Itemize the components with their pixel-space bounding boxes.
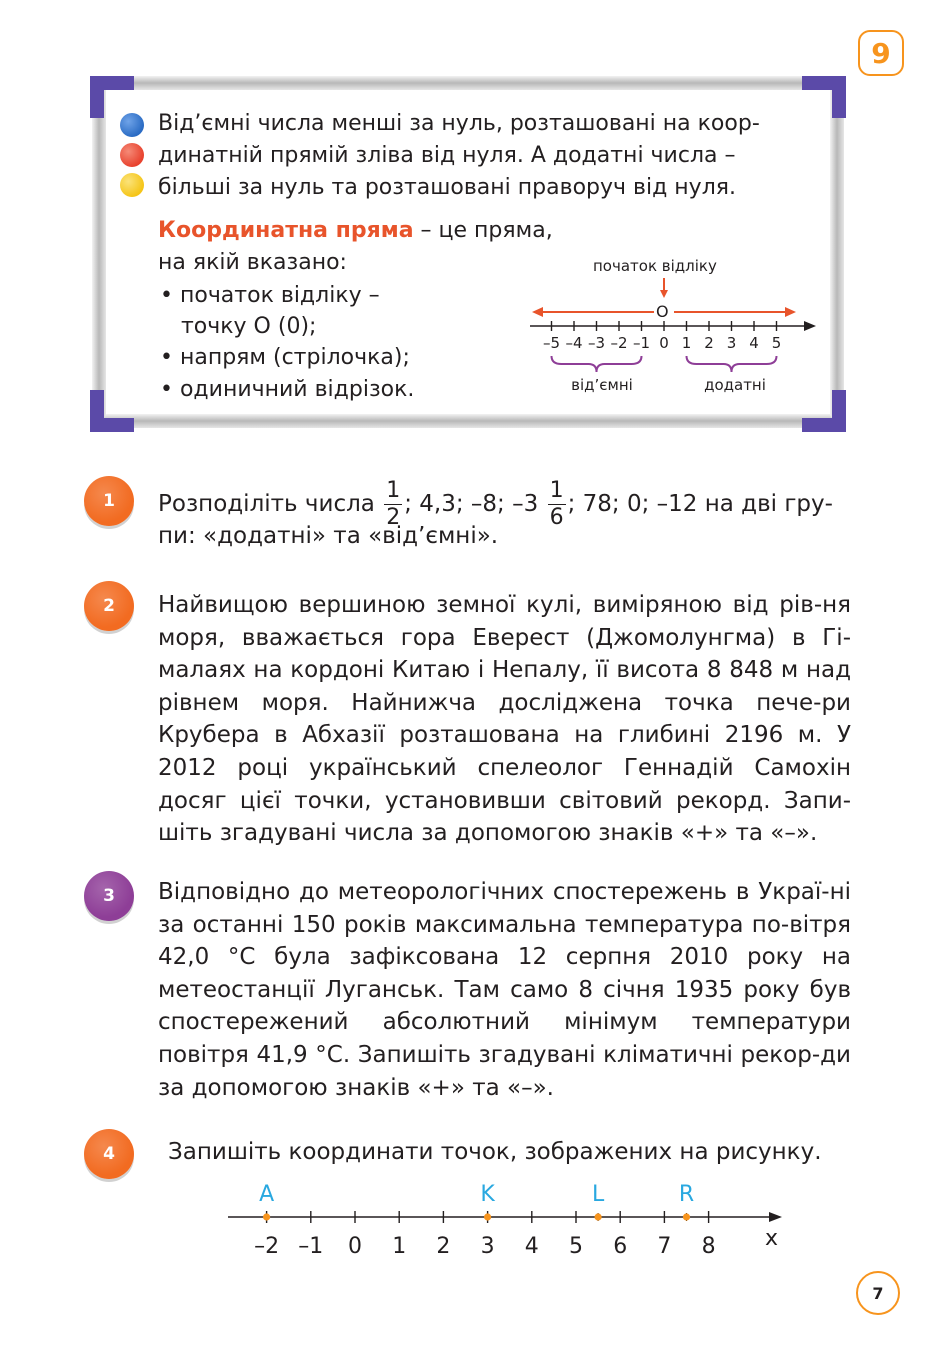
x-axis-tick-label: 4 (524, 1234, 539, 1259)
task-1-part-b: ; 4,3; –8; –3 (404, 491, 546, 517)
point-r (683, 1213, 690, 1220)
fraction-one-sixth: $\frac{1}{6}$ (549, 478, 564, 530)
axis-tick-label: –3 (587, 334, 606, 352)
x-axis-tick-label: 7 (657, 1234, 672, 1259)
axis-tick-label: 1 (681, 334, 692, 352)
task-1-text-line-2: пи: «додатні» та «від’ємні». (158, 523, 499, 549)
x-axis-tick-label: 2 (436, 1234, 451, 1259)
point-label-l: L (591, 1182, 605, 1207)
intro-line-1: Від’ємні числа менші за нуль, розташовані на коор- (158, 111, 760, 136)
page-number: 7 (856, 1271, 900, 1315)
point-a (263, 1213, 270, 1220)
axis-tick-label: –5 (542, 334, 561, 352)
task-2-number: 2 (84, 581, 134, 631)
x-axis-tick-label: 8 (701, 1234, 716, 1259)
x-axis-arrow-icon (769, 1212, 782, 1222)
fraction-one-half: $\frac{1}{2}$ (386, 478, 401, 530)
definition-item-3: • одиничний відрізок. (160, 377, 415, 402)
x-axis-tick-label: 0 (348, 1234, 362, 1259)
axis-tick-label: 2 (704, 334, 714, 352)
x-axis-label: x (765, 1226, 779, 1251)
definition-rest: – це пряма, (413, 218, 553, 243)
axis-tick-label: 0 (659, 334, 669, 352)
task-2-text: Найвищою вершиною земної кулі, виміряною від рів-ня моря, вважається гора Еверест (Джомолунгма) в Гі-малаях на кордоні Китаю і Непалу, її висота 8 848 м над рівнем моря. Найнижча досліджена точка пече-ри Крубера в Абхазії розташована на глибині 2196 м. У 2012 році український спелеолог Геннадій Самохін досяг цієї точки, установивши світовий рекорд. Запи-шіть згадувані числа за допомогою знаків «+» та «–». (158, 592, 851, 847)
intro-line-3: більші за нуль та розташовані праворуч від нуля. (158, 175, 736, 200)
definition-line-2: на якій вказано: (158, 250, 347, 275)
axis-tick-label: 5 (771, 334, 782, 352)
point-l (595, 1213, 602, 1220)
x-axis-tick-label: 5 (569, 1234, 583, 1259)
x-axis-tick-label: 6 (613, 1234, 628, 1259)
point-label-k: K (480, 1182, 495, 1207)
origin-caption: початок відліку (593, 257, 717, 275)
origin-letter: O (656, 302, 669, 321)
task-1-part-c: ; 78; 0; –12 на дві гру- (567, 491, 833, 517)
task-3-text: Відповідно до метеорологічних спостережень в Украї-ні за останні 150 років максимальна температура по-вітря 42,0 °C була зафіксована 12 серпня 2010 року на метеостанції Луганськ. Там само 8 січня 1935 року був спостережений абсолютний мінімум температури повітря 41,9 °C. Запишіть згадувані кліматичні рекор-ди за допомогою знаків «+» та «–». (158, 879, 851, 1101)
negative-label: від’ємні (571, 376, 633, 394)
x-axis-tick-label: 1 (392, 1234, 407, 1259)
point-label-r: R (678, 1182, 695, 1207)
positive-label: додатні (704, 376, 766, 394)
definition-item-2: • напрям (стрілочка); (160, 345, 410, 370)
x-axis-tick-label: –1 (298, 1234, 324, 1259)
definition-term: Координатна пряма (158, 218, 414, 243)
intro-line-2: динатній прямій зліва від нуля. А додатні числа – (158, 143, 736, 168)
point-k (484, 1213, 491, 1220)
axis-tick-label: 4 (749, 334, 759, 352)
definition-item-1: • початок відліку – (160, 283, 380, 308)
definition-item-1b: точку О (0); (160, 314, 317, 339)
task-1-part-a: Розподіліть числа (158, 491, 383, 517)
task-3-number: 3 (84, 871, 134, 921)
x-axis-tick-label: –2 (254, 1234, 280, 1259)
axis-tick-label: 3 (726, 334, 737, 352)
point-label-a: A (259, 1182, 275, 1207)
task-4-number: 4 (84, 1129, 134, 1179)
x-axis-tick-label: 3 (480, 1234, 495, 1259)
chapter-number-badge: 9 (858, 30, 904, 76)
axis-tick-label: –2 (610, 334, 628, 352)
task-1-number: 1 (84, 476, 134, 526)
task-4-text: Запишіть координати точок, зображених на рисунку. (168, 1139, 822, 1165)
axis-tick-label: –1 (632, 334, 651, 352)
axis-tick-label: –4 (565, 334, 583, 352)
